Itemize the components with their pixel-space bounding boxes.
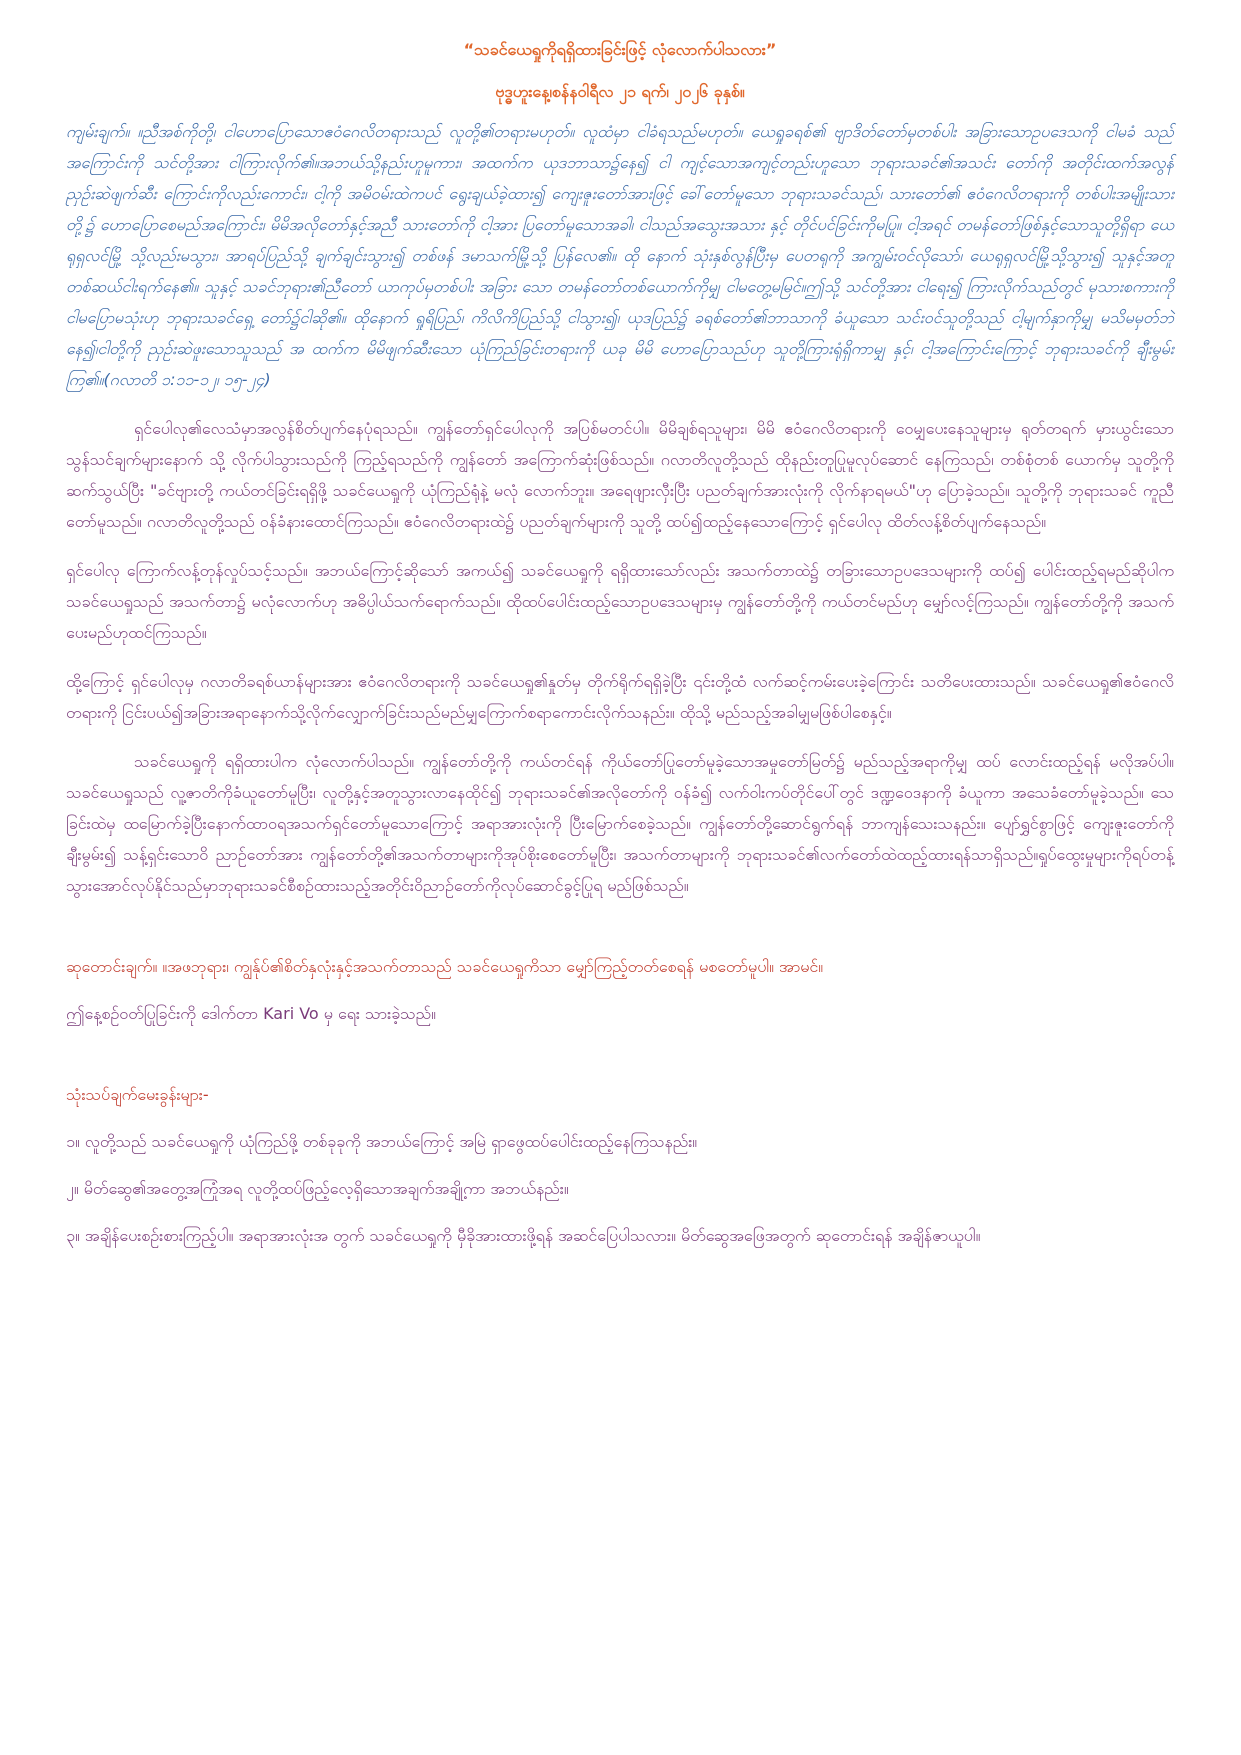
devotional-date: ဗုဒ္ဓဟူးနေ့၊စန်နဝါရီလ ၂၁ ရက်၊ ၂၀၂၆ ခုနှစ်။	[495, 82, 745, 101]
reflection-question: ၃။ အချိန်ပေးစဉ်းစားကြည့်ပါ။ အရာအားလုံးအ တွက် သခင်ယေရှုကို မှီခိုအားထားဖို့ရန် အဆင်ပြေပါသလား။ မိတ်ဆွေအဖြေအတွက် ဆုတောင်းရန် အချိန်ဇာယူပါ။	[66, 1226, 981, 1245]
devotional-page	[66, 36, 1174, 1251]
body-paragraph-1: ရှင်ပေါလု၏လေသံမှာအလွန်စိတ်ပျက်နေပုံရသည်။ ကျွန်တော်ရှင်ပေါလုကို အပြစ်မတင်ပါ။ မိမိချစ်ရသူများ၊ မိမိ ဧဝံဂေလိတရားကို ဝေမျှပေးနေသူများမှ ရုတ်တရက် မှားယွင်းသောသွန်သင်ချက်များနောက် သို့ လိုက်ပါသွားသည်ကို ကြည့်ရသည်ကို ကျွန်တော် အကြောက်ဆုံးဖြစ်သည်။ ဂလာတိလူတို့သည် ထိုနည်းတူပြုမူလုပ်ဆောင် နေကြသည်၊ တစ်စုံတစ် ယောက်မှ သူတို့ကို ဆက်သွယ်ပြီး "ခင်ဗျားတို့ ကယ်တင်ခြင်းရရှိဖို့ သခင်ယေရှုကို ယုံကြည်ရုံနဲ့ မလုံ လောက်ဘူး။ အရေဖျားလှီးပြီး ပညတ်ချက်အားလုံးကို လိုက်နာရမယ်"ဟု ပြောခဲ့သည်။ သူတို့ကို ဘုရားသခင် ကူညီတော်မူသည်။ ဂလာတိလူတို့သည် ဝန်ခံနားထောင်ကြသည်။ ဧဝံဂေလိတရားထဲ၌ ပညတ်ချက်များကို သူတို့ ထပ်၍ထည့်နေသောကြောင့် ရှင်ပေါလု ထိတ်လန့်စိတ်ပျက်နေသည်။	[66, 419, 1174, 531]
author-credit: ဤနေ့စဉ်ဝတ်ပြုခြင်းကို ဒေါက်တာ Kari Vo မှ ရေး သားခဲ့သည်။	[66, 1004, 436, 1023]
reflection-question: ၁။ လူတို့သည် သခင်ယေရှုကို ယုံကြည်ဖို့ တစ်ခုခုကို အဘယ်ကြောင့် အမြဲ ရှာဖွေထပ်ပေါင်းထည့်နေကြသနည်း။	[66, 1132, 698, 1151]
body-paragraph-4: သခင်ယေရှုကို ရရှိထားပါက လုံလောက်ပါသည်။ ကျွန်တော်တို့ကို ကယ်တင်ရန် ကိုယ်တော်ပြုတော်မူခဲ့သောအမှုတော်မြတ်၌ မည်သည့်အရာကိုမျှ ထပ် လောင်းထည့်ရန် မလိုအပ်ပါ။ သခင်ယေရှုသည် လူ့ဇာတိကိုခံယူတော်မူပြီး၊ လူတို့နှင့်အတူသွားလာနေထိုင်၍ ဘုရားသခင်၏အလိုတော်ကို ဝန်ခံ၍ လက်ဝါးကပ်တိုင်ပေါ်တွင် ဒဏ္ဍဝေဒနာကို ခံယူကာ အသေခံတော်မူခဲ့သည်။ သေခြင်းထဲမှ ထမြောက်ခဲ့ပြီးနောက်ထာဝရအသက်ရှင်တော်မူသောကြောင့် အရာအားလုံးကို ပြီးမြောက်စေခဲ့သည်။ ကျွန်တော်တို့ဆောင်ရွက်ရန် ဘာကျန်သေးသနည်း။ ပျော်ရွှင်စွာဖြင့် ကျေးဇူးတော်ကိုချီးမွမ်း၍ သန့်ရှင်းသောဝိ ညာဉ်တော်အား ကျွန်တော်တို့၏အသက်တာများကိုအုပ်စိုးစေတော်မူပြီး၊ အသက်တာများကို ဘုရားသခင်၏လက်တော်ထဲထည့်ထားရန်သာရှိသည်။ရှုပ်ထွေးမှုများကိုရပ်တန့်သွားအောင်လုပ်နိုင်သည်မှာဘုရားသခင်စီစဉ်ထားသည့်အတိုင်းဝိညာဉ်တော်ကိုလုပ်ဆောင်ခွင့်ပြုရ မည်ဖြစ်သည်။	[66, 752, 1174, 895]
body-paragraph-3: ထို့ကြောင့် ရှင်ပေါလုမှ ဂလာတိခရစ်ယာန်များအား ဧဝံဂေလိတရားကို သခင်ယေရှု၏နှုတ်မှ တိုက်ရိုက်ရရှိခဲ့ပြီး ၎င်းတို့ထံ လက်ဆင့်ကမ်းပေးခဲ့ကြောင်း သတိပေးထားသည်။ သခင်ယေရှု၏ဧဝံဂေလိတရားကို ငြင်းပယ်၍အခြားအရာနောက်သို့လိုက်လျှောက်ခြင်းသည်မည်မျှကြောက်စရာကောင်းလိုက်သနည်း။ ထိုသို့ မည်သည့်အခါမျှမဖြစ်ပါစေနှင့်။	[66, 672, 1174, 722]
reflection-question: ၂။ မိတ်ဆွေ၏အတွေ့အကြုံအရ လူတို့ထပ်ဖြည့်လေ့ရှိသောအချက်အချို့ကာ အဘယ်နည်း။	[66, 1179, 569, 1198]
devotional-title: “သခင်ယေရှုကိုရရှိထားခြင်းဖြင့် လုံလောက်ပါသလား”	[463, 40, 777, 59]
reflection-questions-heading: သုံးသပ်ချက်မေးခွန်းများ-	[66, 1085, 209, 1104]
prayer-text: ဆုတောင်းချက်။ ။အဖဘုရား၊ ကျွန်ုပ်၏စိတ်နှလုံးနှင့်အသက်တာသည် သခင်ယေရှုကိသာ မျှော်ကြည့်တတ်စေရန် မစတော်မူပါ။ အာမင်။	[66, 957, 824, 976]
scripture-passage: ကျမ်းချက်။ ။ညီအစ်ကိုတို့၊ ငါဟောပြောသောဧဝံဂေလိတရားသည် လူတို့၏တရားမဟုတ်။ လူထံမှာ ငါခံရသည်မဟုတ်။ ယေရှုခရစ်၏ ဗျာဒိတ်တော်မှတစ်ပါး အခြားသောဥပဒေသကို ငါမခံ သည်အကြောင်းကို သင်တို့အား ငါကြားလိုက်၏။အဘယ်သို့နည်းဟူမူကား၊ အထက်က ယုဒဘာသာ၌နေ၍ ငါ ကျင့်သောအကျင့်တည်းဟူသော ဘုရားသခင်၏အသင်း တော်ကို အတိုင်းထက်အလွန် ညှဉ်းဆဲဖျက်ဆီး ကြောင်းကိုလည်းကောင်း၊ ငါ့ကို အမိဝမ်းထဲကပင် ရွေးချယ်ခဲ့ထား၍ ကျေးဇူးတော်အားဖြင့် ခေါ်တော်မူသော ဘုရားသခင်သည်၊ သားတော်၏ ဧဝံဂေလိတရားကို တစ်ပါးအမျိုးသားတို့၌ ဟောပြောစေမည်အကြောင်း၊ မိမိအလိုတော်နှင့်အညီ သားတော်ကို ငါ့အား ပြတော်မူသောအခါ၊ ငါသည်အသွေးအသား နှင့် တိုင်ပင်ခြင်းကိုမပြု။ ငါ့အရင် တမန်တော်ဖြစ်နှင့်သောသူတို့ရှိရာ ယေရုရှလင်မြို့ သို့လည်းမသွား၊ အာရပ်ပြည်သို့ ချက်ချင်းသွား၍ တစ်ဖန် ဒမာသက်မြို့သို့ ပြန်လေ၏။ ထို နောက် သုံးနှစ်လွန်ပြီးမှ ပေတရုကို အကျွမ်းဝင်လိုသော်၊ ယေရုရှလင်မြို့သို့သွား၍ သူနှင့်အတူ တစ်ဆယ်ငါးရက်နေ၏။ သူနှင့် သခင်ဘုရား၏ညီတော် ယာကုပ်မှတစ်ပါး အခြား သော တမန်တော်တစ်ယောက်ကိုမျှ ငါမတွေ့မမြင်။ဤသို့ သင်တို့အား ငါရေး၍ ကြားလိုက်သည်တွင် မုသားစကားကို ငါမပြောမသုံးဟု ဘုရားသခင်ရှေ့ တော်၌ငါဆို၏။ ထိုနောက် ရှုရိပြည်၊ ကိလိကိပြည်သို့ ငါသွား၍၊ ယုဒပြည်၌ ခရစ်တော်၏ဘာသာကို ခံယူသော သင်းဝင်သူတို့သည် ငါ့မျက်နှာကိုမျှ မသိမမှတ်ဘဲနေ၍၊ငါတို့ကို ညှဉ်းဆဲဖူးသောသူသည် အ ထက်က မိမိဖျက်ဆီးသော ယုံကြည်ခြင်းတရားကို ယခု မိမိ ဟောပြောသည်ဟု သူတို့ကြားရုံရှိကာမျှ နှင့်၊ ငါ့အကြောင်းကြောင့် ဘုရားသခင်ကို ချီးမွမ်းကြ၏။(ဂလာတိ ၁:၁၁-၁၂၊ ၁၅-၂၄)	[66, 122, 1175, 389]
body-paragraph-2: ရှင်ပေါလု ကြောက်လန့်တုန်လှုပ်သင့်သည်။ အဘယ်ကြောင့်ဆိုသော် အကယ်၍ သခင်ယေရှုကို ရရှိထားသော်လည်း အသက်တာထဲ၌ တခြားသောဥပဒေသများကို ထပ်၍ ပေါင်းထည့်ရမည်ဆိုပါက သခင်ယေရှုသည် အသက်တာ၌ မလုံလောက်ဟု အဓိပ္ပါယ်သက်ရောက်သည်။ ထိုထပ်ပေါင်းထည့်သောဥပဒေသများမှ ကျွန်တော်တို့ကို ကယ်တင်မည်ဟု မျှော်လင့်ကြသည်။ ကျွန်တော်တို့ကို အသက်ပေးမည်ဟုထင်ကြသည်။	[66, 561, 1174, 642]
